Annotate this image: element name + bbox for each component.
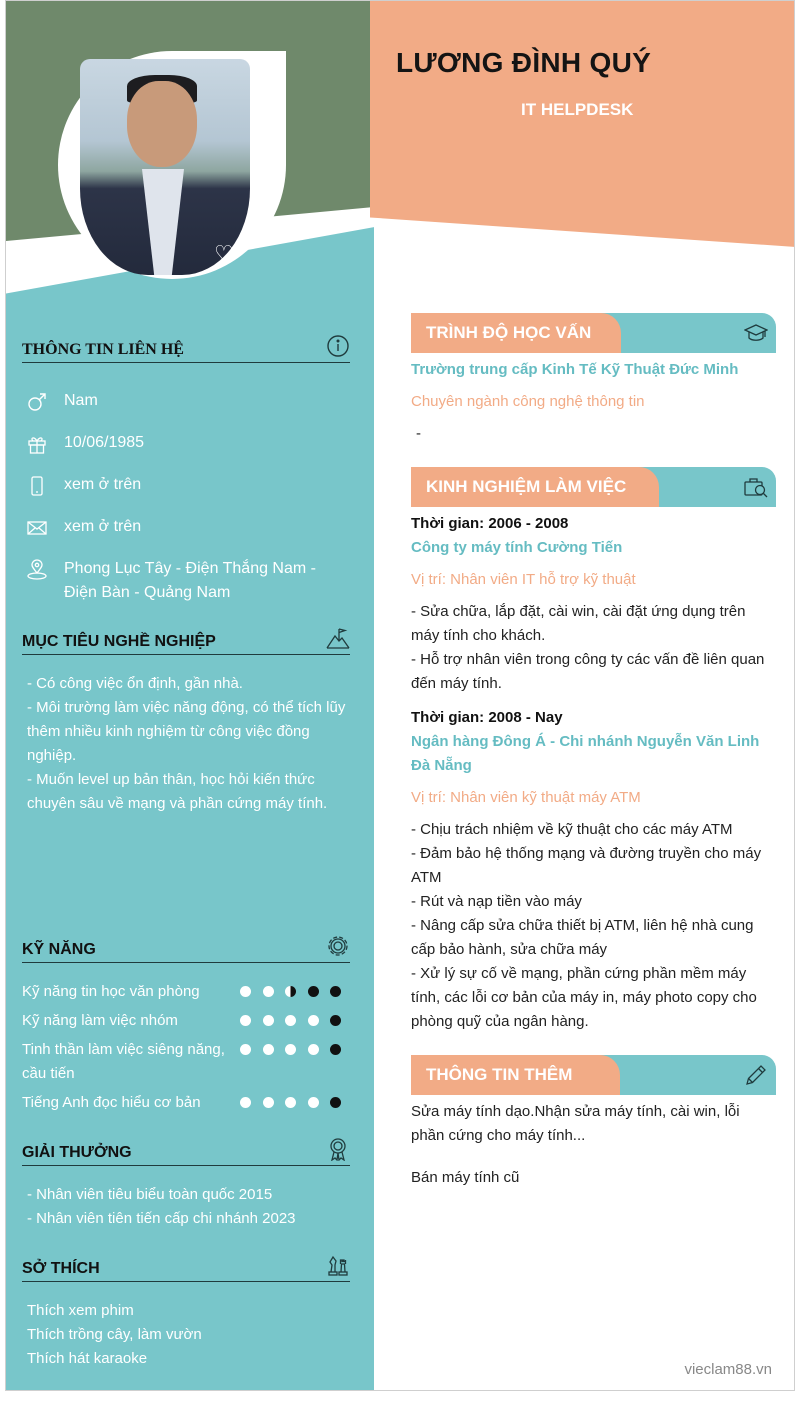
- cv-page: [5, 0, 795, 1391]
- contact-section-header: [22, 331, 350, 363]
- education-title: TRÌNH ĐỘ HỌC VẤN: [426, 323, 592, 342]
- objective-line: - Có công việc ổn định, gần nhà.: [27, 675, 243, 692]
- hobby-item: Thích xem phim: [27, 1302, 134, 1319]
- job-description: [411, 600, 776, 696]
- skill-name: Kỹ năng làm việc nhóm: [22, 1012, 178, 1029]
- job-position: Vị trí: Nhân viên kỹ thuật máy ATM: [411, 789, 641, 806]
- contact-title: THÔNG TIN LIÊN HỆ: [22, 341, 184, 358]
- job-company: Ngân hàng Đông Á - Chi nhánh Nguyễn Văn Linh Đà Nẵng: [411, 733, 760, 774]
- experience-section-header: [411, 467, 776, 507]
- mountain-flag-icon: [326, 626, 350, 650]
- rating-dot: [285, 1015, 296, 1026]
- phone-icon: [26, 475, 48, 497]
- skill-row: [22, 1038, 352, 1086]
- extra-title: THÔNG TIN THÊM: [426, 1065, 573, 1084]
- extra-line: Sửa máy tính dạo.Nhận sửa máy tính, cài win, lỗi phần cứng cho máy tính...: [411, 1103, 740, 1144]
- skill-rating: [240, 986, 352, 998]
- rating-dot: [263, 1097, 274, 1108]
- pencil-icon: [744, 1063, 768, 1087]
- job-desc-line: - Hỗ trợ nhân viên trong công ty các vấn đề liên quan đến máy tính.: [411, 651, 765, 692]
- skill-row: [22, 980, 352, 1004]
- gift-icon: [26, 433, 48, 455]
- email-value: xem ở trên: [64, 518, 142, 535]
- objective-line: - Môi trường làm việc năng động, có thể tích lũy thêm nhiều kinh nghiệm từ công việc đồng nghiệp.: [27, 699, 346, 764]
- briefcase-search-icon: [744, 475, 768, 499]
- job-company: Công ty máy tính Cường Tiến: [411, 539, 623, 556]
- job-desc-line: - Đảm bảo hệ thống mạng và đường truyền cho máy ATM: [411, 845, 762, 886]
- award-item: - Nhân viên tiên tiến cấp chi nhánh 2023: [27, 1210, 296, 1227]
- awards-title: GIẢI THƯỞNG: [22, 1144, 132, 1161]
- avatar-shirt: [142, 169, 184, 275]
- job-desc-line: - Nâng cấp sửa chữa thiết bị ATM, liên hệ nhà cung cấp bảo hành, sửa chữa máy: [411, 917, 754, 958]
- phone-value: xem ở trên: [64, 476, 142, 493]
- job-time: Thời gian: 2006 - 2008: [411, 515, 569, 532]
- rating-dot: [308, 986, 319, 997]
- objective-section-header: [22, 623, 350, 655]
- address-value: Phong Lục Tây - Điện Thắng Nam - Điện Bàn - Quảng Nam: [64, 560, 316, 601]
- rating-dot: [263, 1015, 274, 1026]
- education-note: -: [416, 425, 421, 442]
- hobby-item: Thích trồng cây, làm vườn: [27, 1326, 202, 1343]
- rating-dot: [240, 986, 251, 997]
- mail-icon: [26, 517, 48, 539]
- experience-label: [411, 467, 659, 507]
- job-desc-line: - Xử lý sự cố về mạng, phần cứng phần mềm máy tính, các lỗi cơ bản của máy in, máy photo copy cho phòng quỹ của ngân hàng.: [411, 965, 757, 1030]
- rating-dot: [330, 986, 341, 997]
- extra-label: [411, 1055, 620, 1095]
- rating-dot: [308, 1044, 319, 1055]
- job-position: Vị trí: Nhân viên IT hỗ trợ kỹ thuật: [411, 571, 636, 588]
- award-item: - Nhân viên tiêu biểu toàn quốc 2015: [27, 1186, 273, 1203]
- awards-list: [27, 1183, 352, 1231]
- hobbies-list: [27, 1299, 352, 1371]
- awards-section-header: [22, 1134, 350, 1166]
- rating-dot: [285, 986, 296, 997]
- education-label: [411, 313, 621, 353]
- skill-rating: [240, 1015, 352, 1027]
- rating-dot: [263, 1044, 274, 1055]
- objective-line: - Muốn level up bản thân, học hỏi kiến thức chuyên sâu về mạng và phần cứng máy tính.: [27, 771, 328, 812]
- job-desc-line: - Sửa chữa, lắp đặt, cài win, cài đặt ứng dụng trên máy tính cho khách.: [411, 603, 746, 644]
- birthday-value: 10/06/1985: [64, 434, 145, 451]
- rating-dot: [308, 1097, 319, 1108]
- rating-dot: [285, 1044, 296, 1055]
- medal-icon: [326, 1137, 350, 1161]
- skill-name: Kỹ năng tin học văn phòng: [22, 983, 200, 1000]
- skill-name: Tiếng Anh đọc hiểu cơ bản: [22, 1094, 201, 1111]
- hobbies-section-header: [22, 1250, 350, 1282]
- footer-brand: vieclam88.vn: [684, 1361, 772, 1378]
- skills-title: KỸ NĂNG: [22, 941, 96, 958]
- education-section-header: [411, 313, 776, 353]
- gear-icon: [326, 934, 350, 958]
- experience-title: KINH NGHIỆM LÀM VIỆC: [426, 477, 627, 496]
- heart-icon: ♡: [214, 241, 234, 266]
- rating-dot: [308, 1015, 319, 1026]
- location-icon: [26, 559, 48, 581]
- objective-title: MỤC TIÊU NGHỀ NGHIỆP: [22, 633, 216, 650]
- skills-section-header: [22, 931, 350, 963]
- rating-dot: [330, 1097, 341, 1108]
- rating-dot: [240, 1097, 251, 1108]
- hobby-item: Thích hát karaoke: [27, 1350, 148, 1367]
- job-description: [411, 818, 776, 1034]
- rating-dot: [263, 986, 274, 997]
- objective-text: [27, 672, 352, 816]
- extra-line: Bán máy tính cũ: [411, 1169, 520, 1186]
- skill-row: [22, 1009, 352, 1033]
- graduation-cap-icon: [744, 321, 768, 345]
- job-desc-line: - Rút và nạp tiền vào máy: [411, 893, 582, 910]
- header-peach-shape: [370, 1, 795, 247]
- job-time: Thời gian: 2008 - Nay: [411, 709, 563, 726]
- job-desc-line: - Chịu trách nhiệm về kỹ thuật cho các máy ATM: [411, 821, 733, 838]
- hobbies-title: SỞ THÍCH: [22, 1260, 100, 1277]
- info-icon: [326, 334, 350, 358]
- rating-dot: [240, 1044, 251, 1055]
- candidate-name: LƯƠNG ĐÌNH QUÝ: [396, 47, 652, 78]
- extra-section-header: [411, 1055, 776, 1095]
- avatar-face: [127, 81, 197, 167]
- education-school: Trường trung cấp Kinh Tế Kỹ Thuật Đức Minh: [411, 361, 739, 378]
- skill-name: Tinh thần làm việc siêng năng, cầu tiến: [22, 1041, 225, 1082]
- rating-dot: [285, 1097, 296, 1108]
- job-title: IT HELPDESK: [521, 100, 634, 119]
- skill-rating: [240, 1044, 352, 1056]
- rating-dot: [330, 1015, 341, 1026]
- education-major: Chuyên ngành công nghệ thông tin: [411, 393, 645, 410]
- skill-row: [22, 1091, 352, 1115]
- rating-dot: [330, 1044, 341, 1055]
- rating-dot: [240, 1015, 251, 1026]
- gender-value: Nam: [64, 392, 98, 409]
- chess-icon: [326, 1253, 350, 1277]
- male-icon: [26, 391, 48, 413]
- skill-rating: [240, 1097, 352, 1109]
